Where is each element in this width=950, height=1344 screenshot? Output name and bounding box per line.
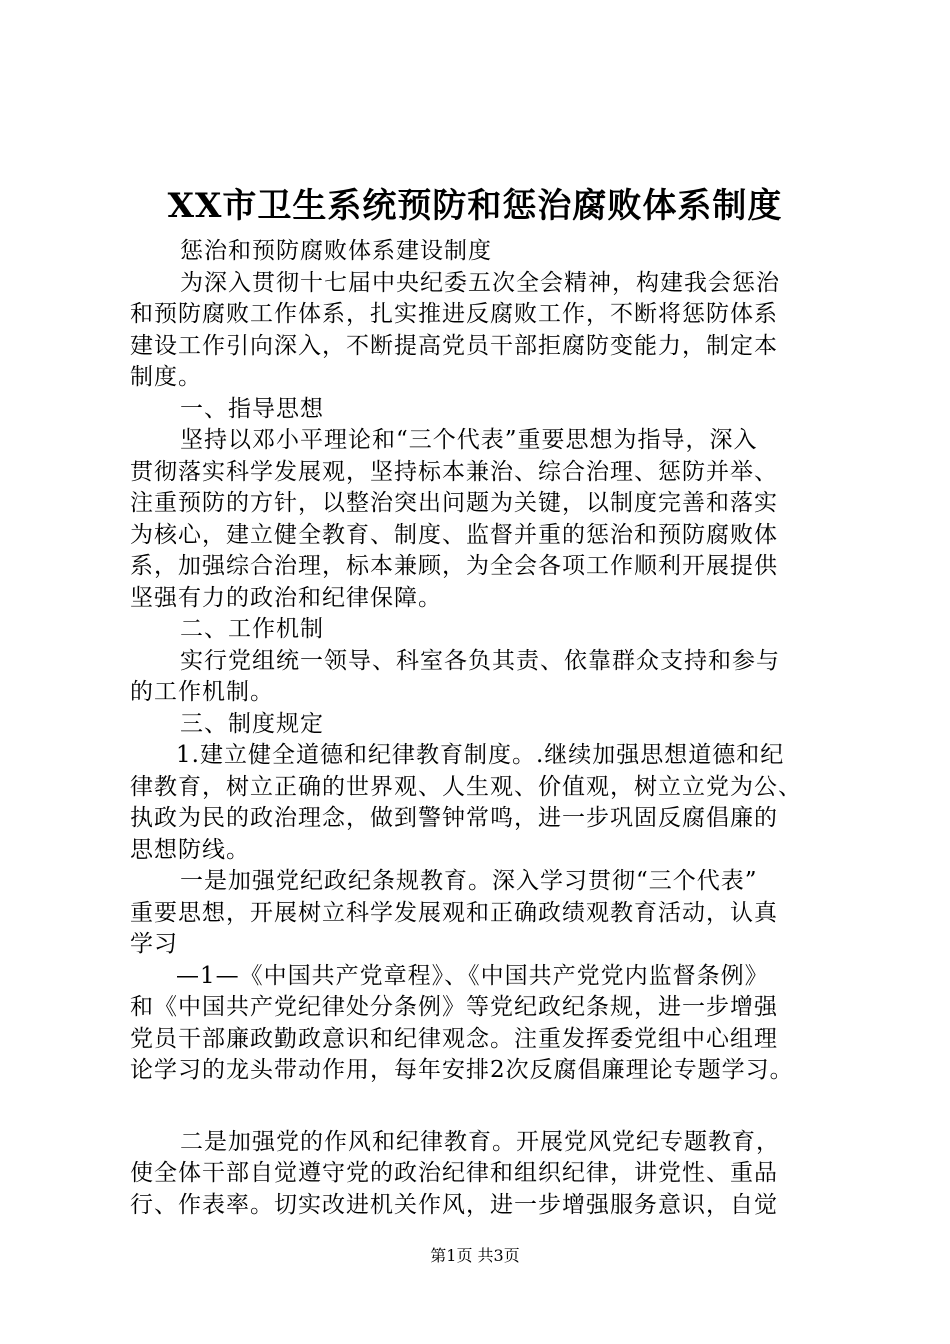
document-body [130,236,850,1221]
paragraph-line: 坚强有力的政治和纪律保障。 [130,584,442,611]
paragraph-line: 使全体干部自觉遵守党的政治纪律和组织纪律，讲党性、重品 [130,1160,778,1186]
paragraph-line: 为深入贯彻十七届中央纪委五次全会精神，构建我会惩治 [180,269,780,296]
paragraph-line: 执政为民的政治理念，做到警钟常鸣，进一步巩固反腐倡廉的 [130,805,778,831]
paragraph-gap [130,1087,850,1127]
paragraph-line: —1—《中国共产党章程》、《中国共产党党内监督条例》 [176,962,769,989]
section-heading: 一、指导思想 [180,395,324,422]
section-heading: 三、制度规定 [180,710,324,737]
paragraph-line: 和预防腐败工作体系，扎实推进反腐败工作，不断将惩防体系 [130,301,778,327]
paragraph-line: 重要思想，开展树立科学发展观和正确政绩观教育活动，认真 [130,899,778,926]
paragraph-line: 系，加强综合治理，标本兼顾，为全会各项工作顺利开展提供 [130,553,778,579]
paragraph-line: 为核心，建立健全教育、制度、监督并重的惩治和预防腐败体 [130,521,778,548]
paragraph-line: 注重预防的方针，以整治突出问题为关键，以制度完善和落实 [130,490,778,516]
paragraph-line: 和《中国共产党纪律处分条例》等党纪政纪条规，进一步增强 [130,994,778,1020]
page-number-footer: 第1页 共3页 [430,1246,520,1265]
paragraph-line: 1.建立健全道德和纪律教育制度。.继续加强思想道德和纪 [176,742,785,768]
paragraph-line: 二是加强党的作风和纪律教育。开展党风党纪专题教育， [180,1128,780,1155]
paragraph-line: 律教育，树立正确的世界观、人生观、价值观，树立立党为公、 [130,773,802,800]
subtitle-line: 惩治和预防腐败体系建设制度 [180,238,492,264]
paragraph-line: 学习 [130,931,178,957]
paragraph-line: 思想防线。 [130,836,250,863]
paragraph-line: 实行党组统一领导、科室各负其责、依靠群众支持和参与 [180,647,780,674]
paragraph-line: 建设工作引向深入，不断提高党员干部拒腐防变能力，制定本 [130,332,778,359]
paragraph-line: 行、作表率。切实改进机关作风，进一步增强服务意识，自觉 [130,1191,778,1218]
document-title: XX市卫生系统预防和惩治腐败体系制度 [167,186,783,226]
paragraph-line: 党员干部廉政勤政意识和纪律观念。注重发挥委党组中心组理 [130,1025,778,1052]
paragraph-line: 论学习的龙头带动作用，每年安排2次反腐倡廉理论专题学习。 [130,1057,794,1083]
paragraph-line: 的工作机制。 [130,679,274,705]
paragraph-line: 贯彻落实科学发展观，坚持标本兼治、综合治理、惩防并举、 [130,458,778,485]
paragraph-line: 坚持以邓小平理论和“三个代表”重要思想为指导，深入 [180,427,758,453]
section-heading: 二、工作机制 [180,616,324,642]
paragraph-line: 一是加强党纪政纪条规教育。深入学习贯彻“三个代表” [180,868,758,894]
paragraph-line: 制度。 [130,364,202,390]
